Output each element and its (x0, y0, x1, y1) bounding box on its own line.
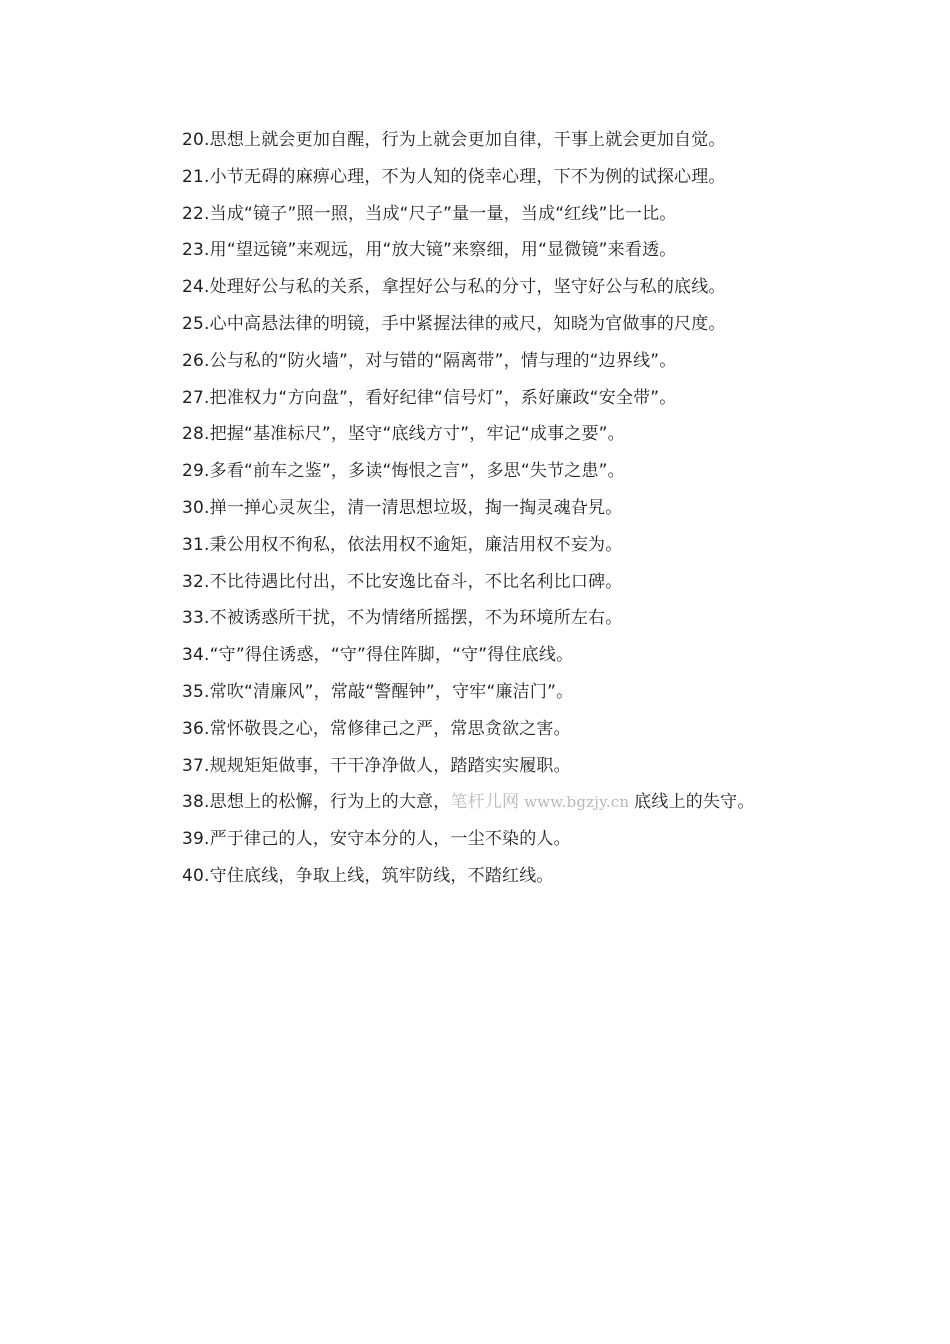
line-38-start: 38.思想上的松懈，行为上的大意， (182, 792, 451, 813)
watermark-site-name: 笔杆儿网 (450, 792, 520, 813)
list-item-38 (182, 784, 882, 821)
list-item: 31.秉公用权不徇私，依法用权不逾矩，廉洁用权不妄为。 (182, 534, 623, 555)
line-38-end: 底线上的失守。 (634, 792, 755, 813)
list-item: 34.“守”得住诱惑，“守”得住阵脚，“守”得住底线。 (182, 645, 574, 666)
list-item: 25.心中高悬法律的明镜，手中紧握法律的戒尺，知晓为官做事的尺度。 (182, 313, 726, 334)
list-item: 39.严于律己的人，安守本分的人，一尘不染的人。 (182, 829, 571, 850)
list-item: 28.把握“基准标尺”，坚守“底线方寸”，牢记“成事之要”。 (182, 424, 625, 445)
list-item: 26.公与私的“防火墙”，对与错的“隔离带”，情与理的“边界线”。 (182, 350, 677, 371)
document-body (182, 122, 882, 895)
list-item: 29.多看“前车之鉴”，多读“悔恨之言”，多思“失节之患”。 (182, 461, 625, 482)
list-item: 24.处理好公与私的关系，拿捏好公与私的分寸，坚守好公与私的底线。 (182, 277, 726, 298)
list-item: 33.不被诱惑所干扰，不为情绪所摇摆，不为环境所左右。 (182, 608, 623, 629)
list-item: 23.用“望远镜”来观远，用“放大镜”来察细，用“显微镜”来看透。 (182, 240, 677, 261)
list-item: 40.守住底线，争取上线，筑牢防线，不踏红线。 (182, 865, 554, 886)
list-item: 32.不比待遇比付出，不比安逸比奋斗，不比名利比口碑。 (182, 571, 623, 592)
list-item: 21.小节无碍的麻痹心理，不为人知的侥幸心理，下不为例的试探心理。 (182, 166, 726, 187)
watermark (450, 793, 634, 811)
list-item: 20.思想上就会更加自醒，行为上就会更加自律，干事上就会更加自觉。 (182, 130, 726, 150)
watermark-url: www.bgzjy.cn (519, 793, 635, 812)
list-item: 35.常吹“清廉风”，常敲“警醒钟”，守牢“廉洁门”。 (182, 681, 574, 702)
list-item: 27.把准权力“方向盘”，看好纪律“信号灯”，系好廉政“安全带”。 (182, 387, 677, 408)
list-item: 36.常怀敬畏之心，常修律己之严，常思贪欲之害。 (182, 718, 571, 739)
list-item: 37.规规矩矩做事，干干净净做人，踏踏实实履职。 (182, 755, 571, 776)
list-item: 22.当成“镜子”照一照，当成“尺子”量一量，当成“红线”比一比。 (182, 203, 677, 224)
list-item: 30.掸一掸心灵灰尘，清一清思想垃圾，掏一掏灵魂旮旯。 (182, 497, 623, 518)
